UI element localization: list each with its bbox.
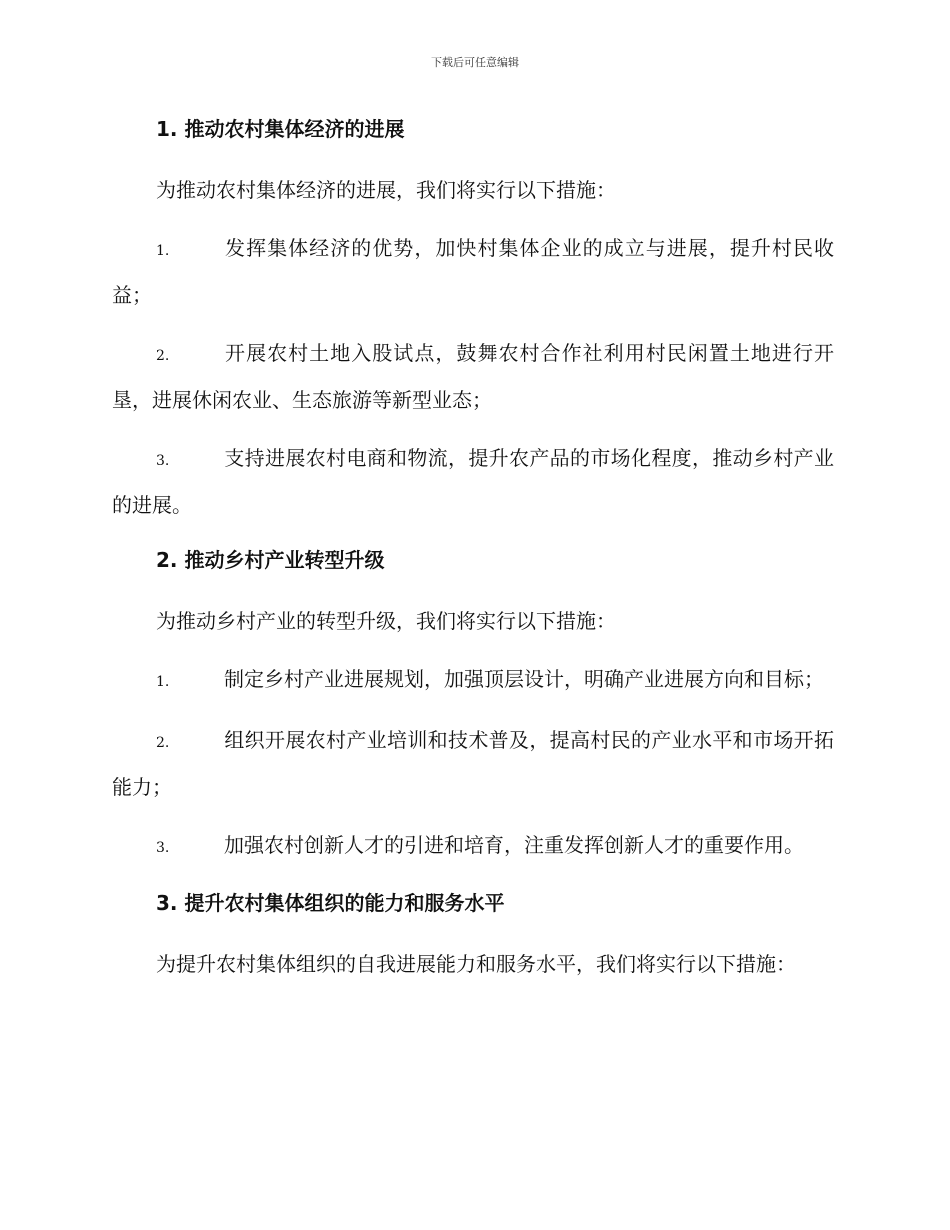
list-item-number: 1. [156, 243, 170, 259]
section-heading: 1. 推动农村集体经济的进展 [156, 117, 405, 141]
list-item-number: 2. [156, 735, 170, 751]
page-header: 下载后可任意编辑 [431, 56, 519, 69]
section-intro: 为推动乡村产业的转型升级，我们将实行以下措施： [156, 609, 616, 633]
section-heading: 3. 提升农村集体组织的能力和服务水平 [156, 891, 505, 915]
list-item [112, 226, 834, 317]
section-2 [112, 543, 834, 870]
section-3 [112, 886, 834, 986]
list-item-text: 发挥集体经济的优势，加快村集体企业的成立与进展，提升村民收益； [112, 236, 834, 307]
section-intro: 为提升农村集体组织的自我进展能力和服务水平，我们将实行以下措施： [156, 952, 796, 976]
list-item-number: 3. [156, 453, 170, 469]
list-item [112, 657, 834, 704]
list-item-text: 支持进展农村电商和物流，提升农产品的市场化程度，推动乡村产业的进展。 [112, 446, 834, 517]
list-item [112, 436, 834, 527]
list-item-text: 加强农村创新人才的引进和培育，注重发挥创新人才的重要作用。 [224, 833, 804, 857]
list-item [112, 718, 834, 809]
list-item-number: 3. [156, 840, 170, 856]
section-1 [112, 112, 834, 527]
list-item-number: 2. [156, 348, 170, 364]
list-item-text: 开展农村土地入股试点，鼓舞农村合作社利用村民闲置土地进行开垦，进展休闲农业、生态旅游等新型业态； [112, 341, 834, 412]
list-item-number: 1. [156, 674, 170, 690]
list-item [112, 823, 834, 870]
list-item [112, 331, 834, 422]
list-item-text: 组织开展农村产业培训和技术普及，提高村民的产业水平和市场开拓能力； [112, 728, 834, 799]
document-body [112, 112, 834, 986]
list-item-text: 制定乡村产业进展规划，加强顶层设计，明确产业进展方向和目标； [224, 667, 824, 691]
section-intro: 为推动农村集体经济的进展，我们将实行以下措施： [156, 178, 616, 202]
section-heading: 2. 推动乡村产业转型升级 [156, 548, 385, 572]
